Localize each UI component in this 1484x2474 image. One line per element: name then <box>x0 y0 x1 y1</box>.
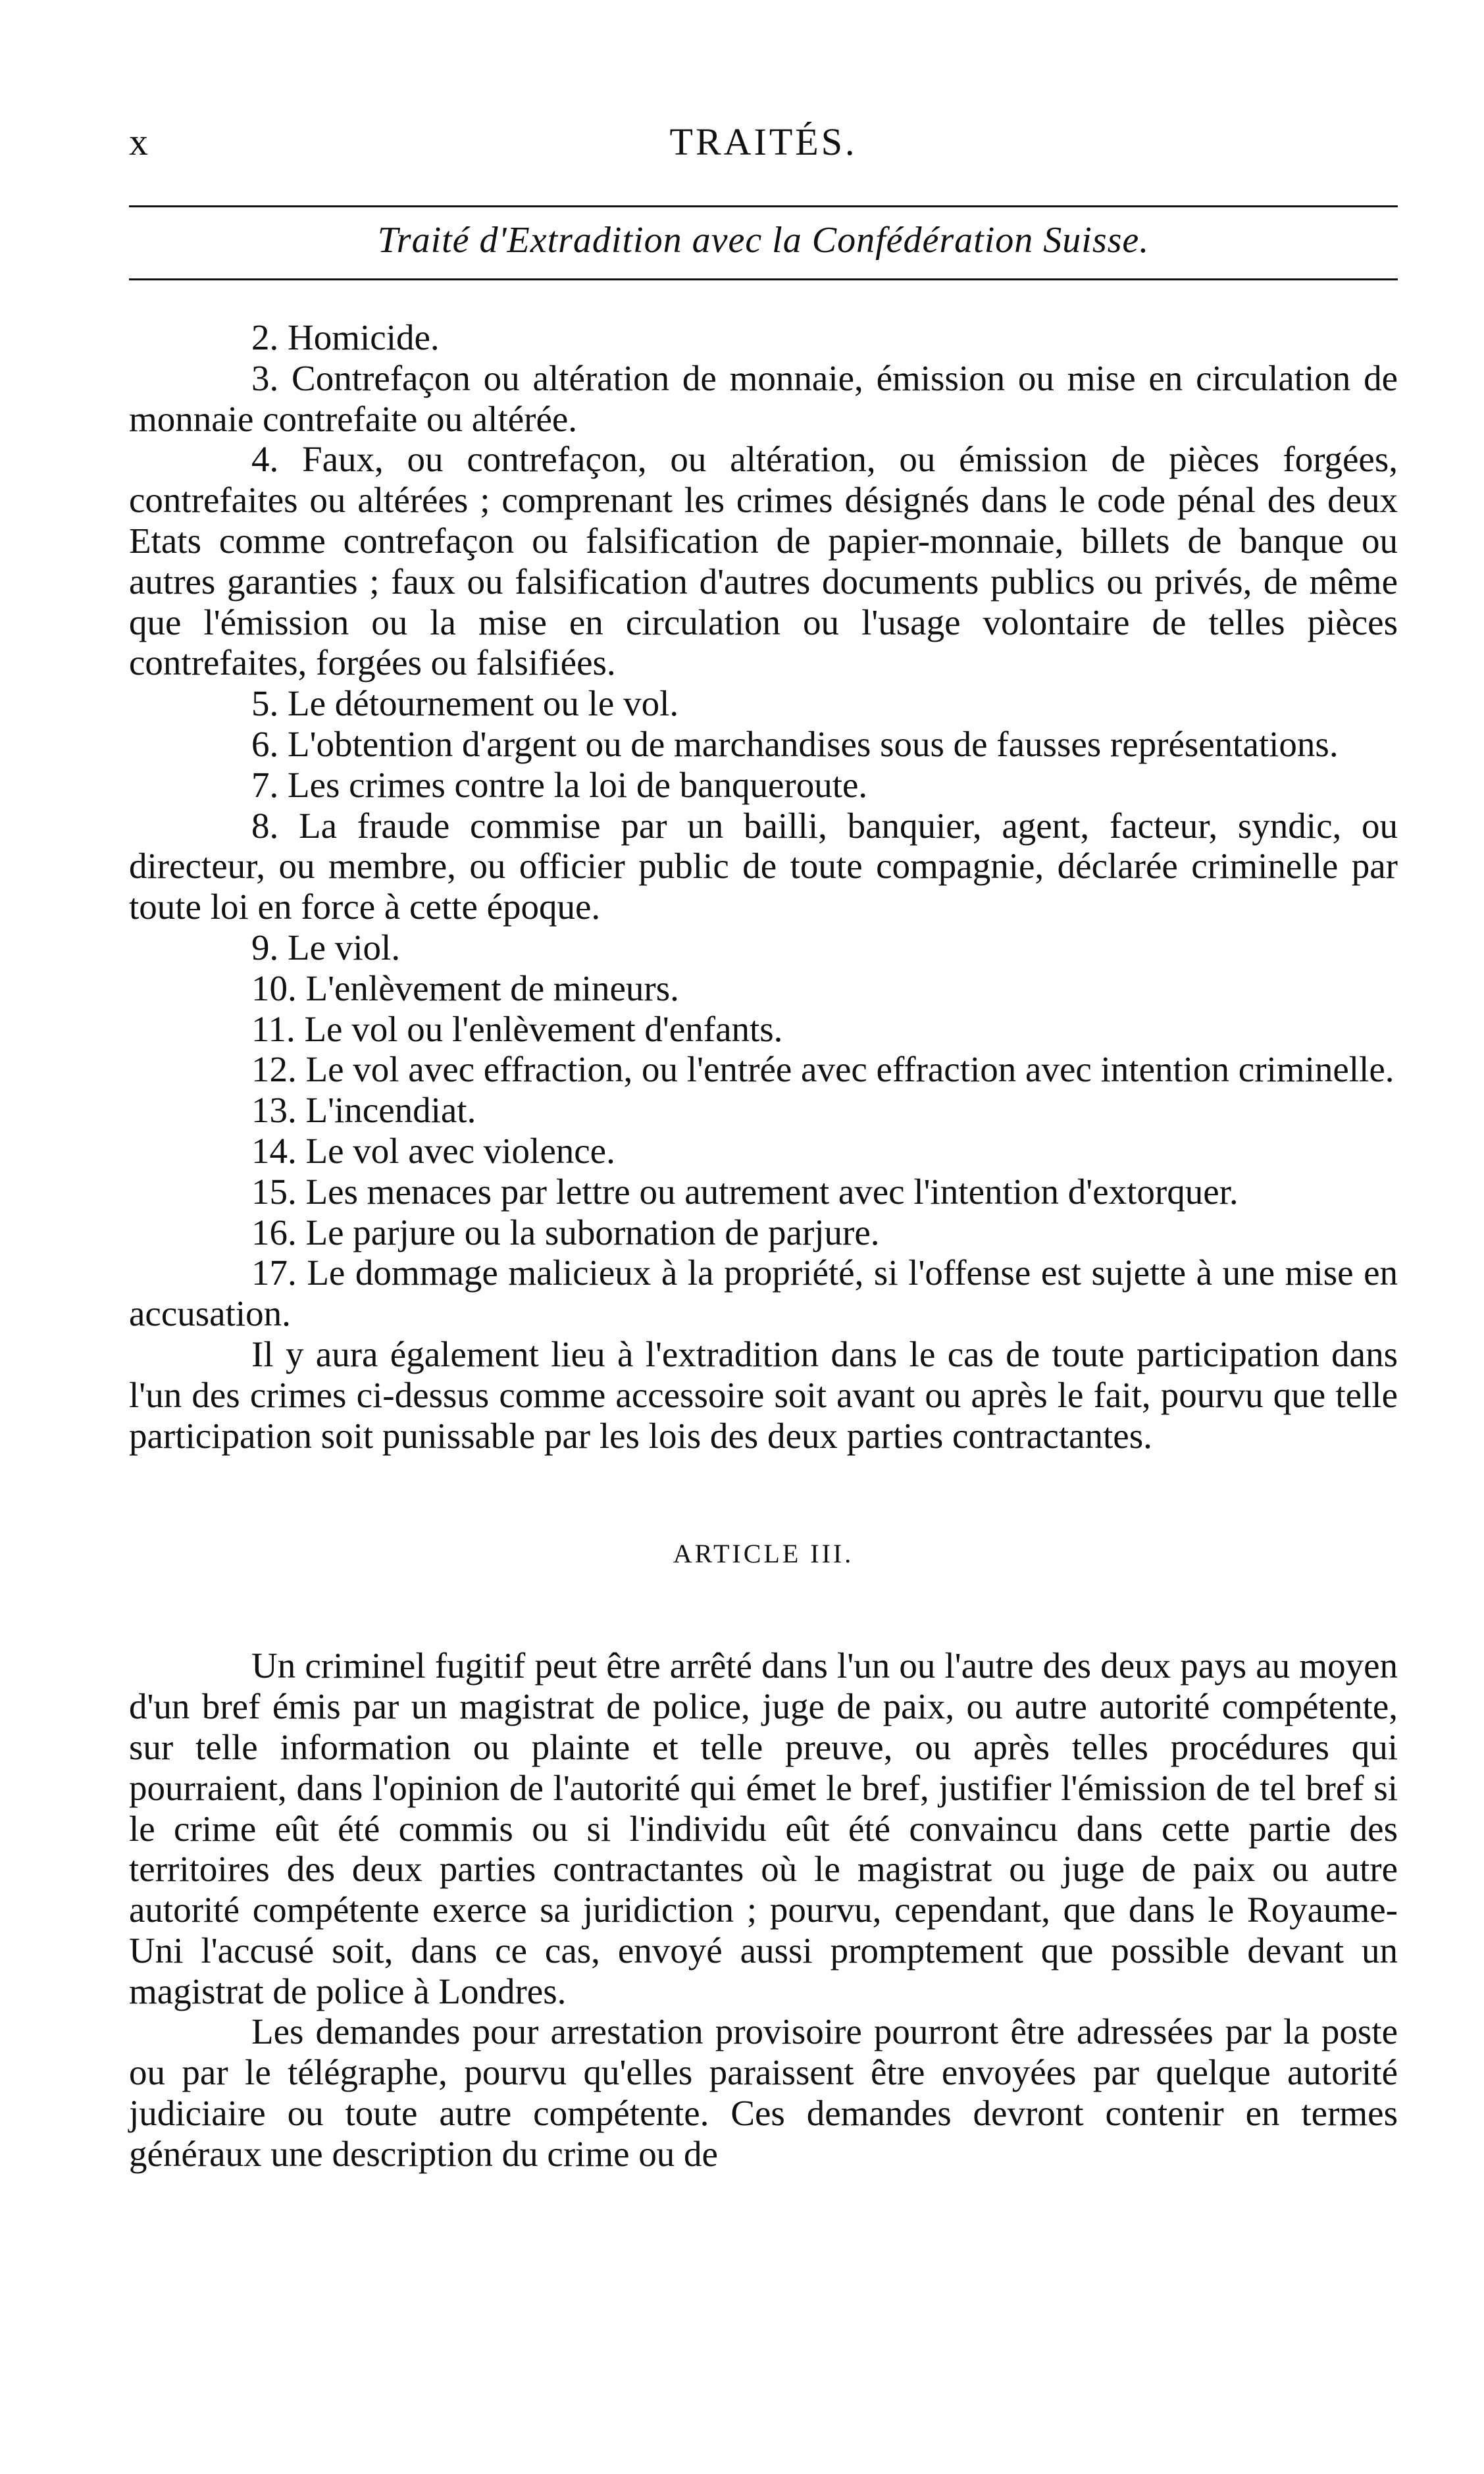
closing-paragraph: Il y aura également lieu à l'extradition dans le cas de toute participation dans l'un des crimes ci-dessus comme accessoire soit avant ou après le fait, pourvu que telle participation soit punissable par les lois des deux parties contractantes. <box>129 1333 1398 1456</box>
running-title: TRAITÉS. <box>669 120 857 163</box>
list-item: 7. Les crimes contre la loi de banqueroute. <box>251 764 868 805</box>
article-paragraph: Les demandes pour arrestation provisoire pourront être adressées par la poste ou par le télégraphe, pourvu qu'elles paraissent être envoyées par quelque autorité judiciaire ou toute autre compétente. Ces demandes devront contenir en termes généraux une description du crime ou de <box>129 2011 1398 2174</box>
list-item: 4. Faux, ou contrefaçon, ou altération, ou émission de pièces forgées, contrefaites ou altérées ; comprenant les crimes désignés dans le code pénal des deux Etats comme contrefaçon ou falsification de papier-monnaie, billets de banque ou autres garanties ; faux ou falsification d'autres documents publics ou privés, de même que l'émission ou la mise en circulation ou l'usage volontaire de telles pièces contrefaites, forgées ou falsifiées. <box>129 439 1398 683</box>
article-paragraph: Un criminel fugitif peut être arrêté dans l'un ou l'autre des deux pays au moyen d'un bref émis par un magistrat de police, juge de paix, ou autre autorité compétente, sur telle information ou plainte et telle preuve, ou après telles procédures qui pourraient, dans l'opinion de l'autorité qui émet le bref, justifier l'émission de tel bref si le crime eût été commis ou si l'individu eût été convaincu dans cette partie des territoires des deux parties contractantes où le magistrat ou juge de paix ou autre autorité compétente exerce sa juridiction ; pourvu, cependant, que dans le Royaume-Uni l'accusé soit, dans ce cas, envoyé aussi promptement que possible devant un magistrat de police à Londres. <box>129 1645 1398 2011</box>
list-item: 11. Le vol ou l'enlèvement d'enfants. <box>251 1008 783 1049</box>
page-header <box>129 120 1398 172</box>
top-rule <box>129 205 1398 207</box>
bottom-rule <box>129 278 1398 280</box>
list-item: 6. L'obtention d'argent ou de marchandises sous de fausses représentations. <box>251 723 1339 764</box>
list-item: 12. Le vol avec effraction, ou l'entrée avec effraction avec intention criminelle. <box>251 1049 1394 1090</box>
list-item: 14. Le vol avec violence. <box>251 1130 615 1171</box>
list-item: 3. Contrefaçon ou altération de monnaie, émission ou mise en circulation de monnaie contrefaite ou altérée. <box>129 357 1398 439</box>
page-number: x <box>129 120 148 163</box>
document-body <box>129 317 1398 2175</box>
list-item: 9. Le viol. <box>251 927 401 967</box>
list-item: 17. Le dommage malicieux à la propriété, si l'offense est sujette à une mise en accusation. <box>129 1252 1398 1334</box>
list-item: 15. Les menaces par lettre ou autrement avec l'intention d'extorquer. <box>251 1171 1239 1212</box>
list-item: 8. La fraude commise par un bailli, banquier, agent, facteur, syndic, ou directeur, ou membre, ou officier public de toute compagnie, déclarée criminelle par toute loi en force à cette époque. <box>129 805 1398 927</box>
list-item: 16. Le parjure ou la subornation de parjure. <box>251 1212 880 1252</box>
list-item: 13. L'incendiat. <box>251 1090 476 1131</box>
treaty-subheading: Traité d'Extradition avec la Confédération Suisse. <box>377 220 1150 261</box>
list-item: 5. Le détournement ou le vol. <box>251 683 679 724</box>
article-heading: ARTICLE III. <box>673 1539 854 1569</box>
list-item: 2. Homicide. <box>251 317 440 357</box>
list-item: 10. L'enlèvement de mineurs. <box>251 967 679 1008</box>
